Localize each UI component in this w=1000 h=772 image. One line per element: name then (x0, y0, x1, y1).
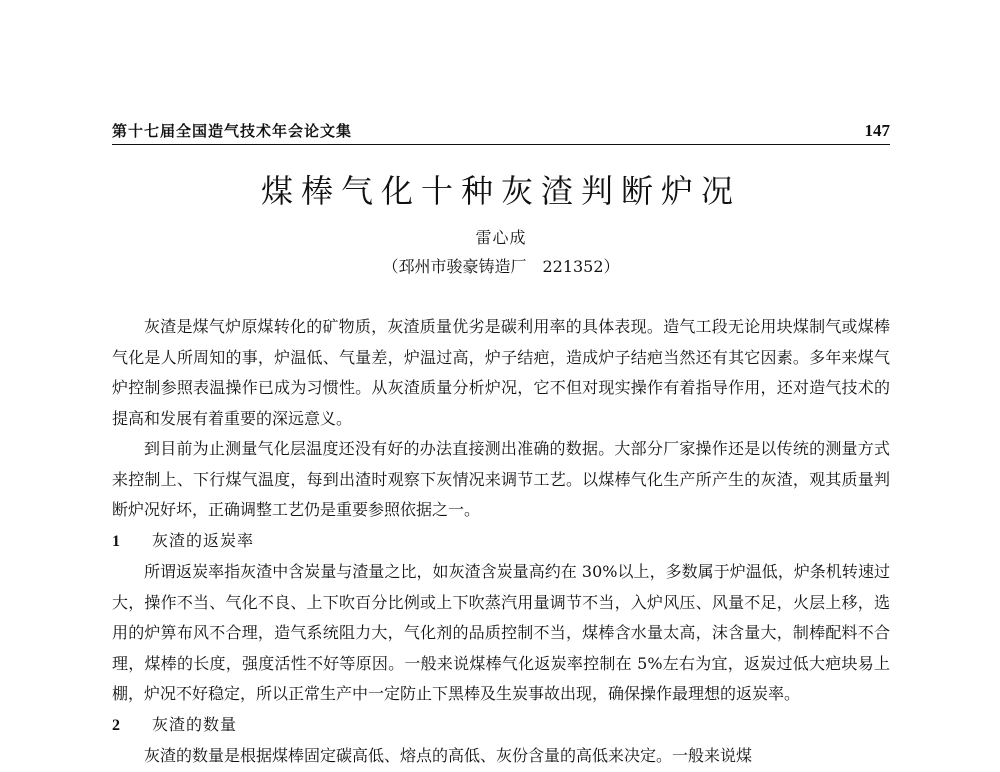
section-title: 灰渣的返炭率 (152, 530, 255, 550)
conference-name: 第十七届全国造气技术年会论文集 (112, 122, 353, 140)
intro-paragraph-2: 到目前为止测量气化层温度还没有好的办法直接测出准确的数据。大部分厂家操作还是以传统的测量方式来控制上、下行煤气温度，每到出渣时观察下灰情况来调节工艺。以煤棒气化生产所产生的灰渣，观其质量判断炉况好坏，正确调整工艺仍是重要参照依据之一。 (112, 439, 890, 519)
page-number: 147 (864, 121, 890, 140)
article-body (112, 312, 890, 772)
section-heading-2 (112, 710, 890, 742)
section-title: 灰渣的数量 (152, 714, 238, 734)
section-1-paragraph: 所谓返炭率指灰渣中含炭量与渣量之比，如灰渣含炭量高约在 30%以上，多数属于炉温低，炉条机转速过大，操作不当、气化不良、上下吹百分比例或上下吹蒸汽用量调节不当，入炉风压、风量不足，火层上移，选用的炉箅布风不合理，造气系统阻力大，气化剂的品质控制不当，煤棒含水量太高，沫含量大，制棒配料不合理，煤棒的长度，强度活性不好等原因。一般来说煤棒气化返炭率控制在 5%左右为宜，返炭过低大疤块易上棚，炉况不好稳定，所以正常生产中一定防止下黑棒及生炭事故出现，确保操作最理想的返炭率。 (112, 562, 890, 703)
author-affiliation: （邳州市骏豪铸造厂 221352） (382, 257, 620, 276)
running-header (112, 118, 890, 145)
section-heading-1 (112, 526, 890, 558)
intro-paragraph-1: 灰渣是煤气炉原煤转化的矿物质，灰渣质量优劣是碳利用率的具体表现。造气工段无论用块煤制气或煤棒气化是人所周知的事，炉温低、气量差，炉温过高，炉子结疤，造成炉子结疤当然还有其它因素。多年来煤气炉控制参照表温操作已成为习惯性。从灰渣质量分析炉况，它不但对现实操作有着指导作用，还对造气技术的提高和发展有着重要的深远意义。 (112, 317, 890, 428)
section-number: 1 (112, 532, 120, 550)
paper-title: 煤棒气化十种灰渣判断炉况 (260, 172, 741, 210)
author-name: 雷心成 (475, 228, 527, 247)
section-2-paragraph: 灰渣的数量是根据煤棒固定碳高低、熔点的高低、灰份含量的高低来决定。一般来说煤 (144, 746, 753, 765)
section-number: 2 (112, 716, 120, 734)
